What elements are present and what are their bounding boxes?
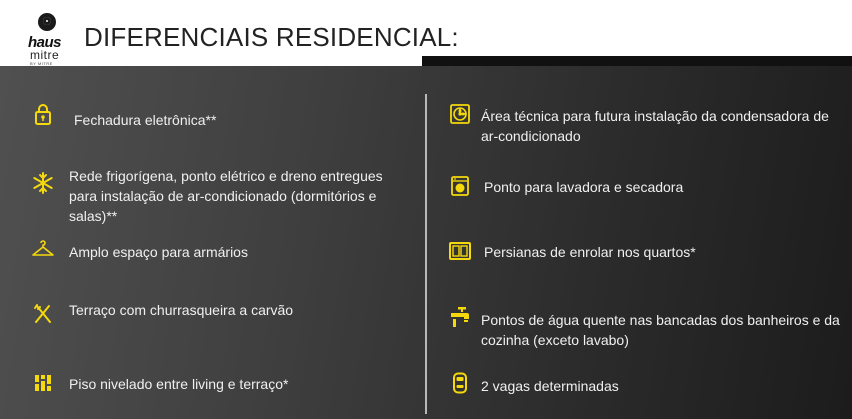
logo-text-mitre: mitre bbox=[30, 48, 60, 62]
haus-mitre-logo bbox=[24, 13, 70, 65]
feature-text: Ponto para lavadora e secadora bbox=[484, 179, 684, 195]
fan-unit-icon bbox=[449, 103, 471, 125]
column-divider bbox=[425, 94, 427, 414]
page-title: DIFERENCIAIS RESIDENCIAL: bbox=[84, 22, 459, 52]
lock-icon bbox=[32, 103, 54, 125]
feature-text: Amplo espaço para armários bbox=[69, 244, 248, 260]
feature-text: Persianas de enrolar nos quartos* bbox=[484, 244, 696, 260]
feature-text: Pontos de água quente nas bancadas dos banheiros e da cozinha (exceto lavabo) bbox=[481, 312, 840, 348]
car-icon bbox=[449, 372, 471, 394]
feature-text: Piso nivelado entre living e terraço* bbox=[69, 376, 289, 392]
floor-icon bbox=[32, 372, 54, 394]
feature-text: 2 vagas determinadas bbox=[481, 378, 619, 394]
header bbox=[0, 0, 852, 66]
faucet-icon bbox=[449, 306, 471, 328]
logo-badge-icon bbox=[38, 13, 56, 31]
feature-text: Rede frigorígena, ponto elétrico e dreno entregues para instalação de ar-condicionado (dormitórios e salas)** bbox=[69, 168, 383, 224]
snowflake-icon bbox=[32, 172, 54, 194]
hanger-icon bbox=[32, 238, 54, 260]
logo-text-tagline: BY MITRE bbox=[30, 61, 53, 66]
logo-text-haus: haus bbox=[28, 34, 62, 51]
grill-icon bbox=[32, 302, 54, 324]
feature-text: Fechadura eletrônica** bbox=[74, 112, 217, 128]
header-accent-bar bbox=[422, 56, 852, 66]
blind-icon bbox=[449, 240, 471, 262]
washer-icon bbox=[449, 175, 471, 197]
feature-text: Terraço com churrasqueira a carvão bbox=[69, 302, 294, 318]
feature-text: Área técnica para futura instalação da condensadora de ar-condicionado bbox=[481, 108, 829, 144]
